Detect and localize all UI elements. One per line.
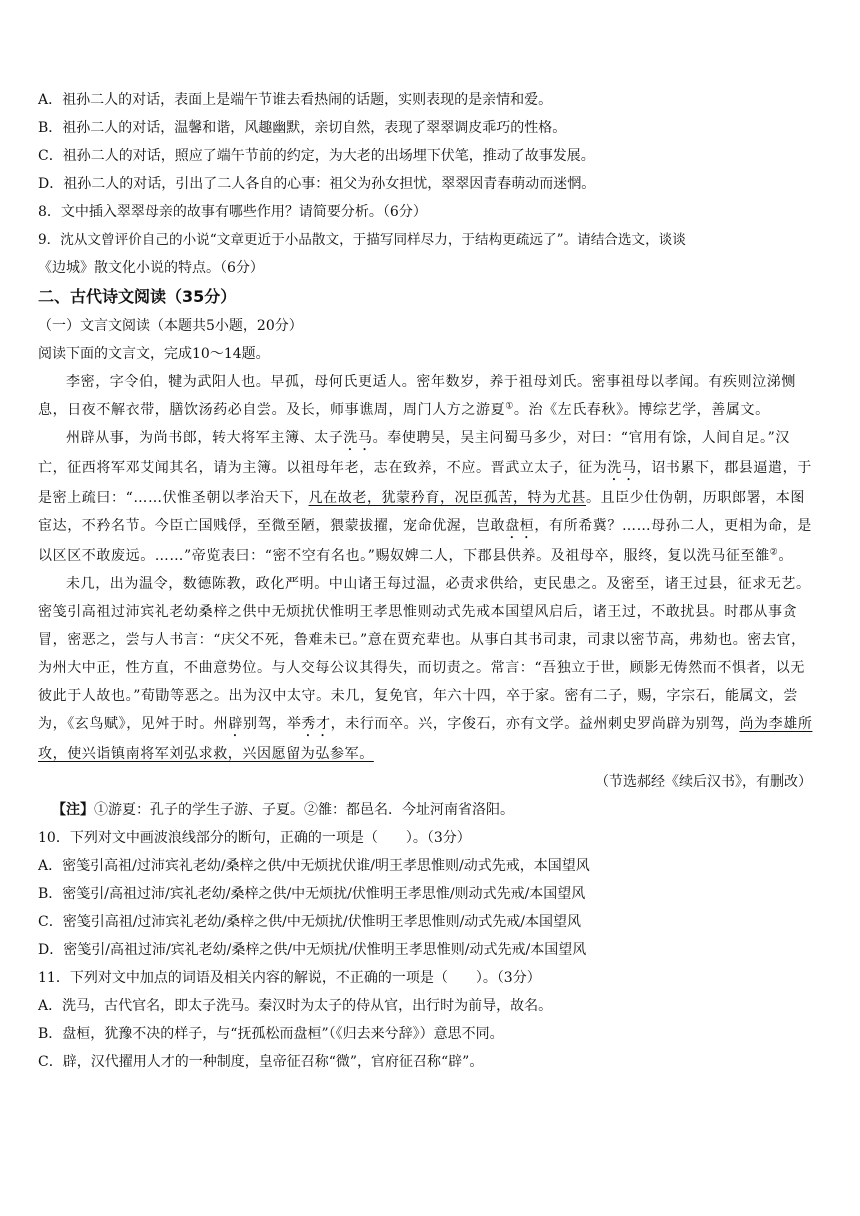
dotted-word-xima-2: 洗马: [607, 460, 637, 476]
question-10: 10．下列对文中画波浪线部分的断句，正确的一项是（ ）。（3分）: [38, 830, 471, 846]
question-9-line-2: 《边城》散文化小说的特点。（6分）: [38, 260, 264, 276]
passage-paragraph-3: 未几，出为温令，数德陈教，政化严明。中山诸王每过温，必责求供给，吏民患之。及密至，诸王过县，征求无艺。密笺引高祖过沛宾礼老幼桑梓之供中无烦扰伏惟明王孝思惟则动式先戒本国望风启后，诸王过，不敢扰县。时郡从事贪冒，密恶之，尝与人书言：“庆父不死，鲁难未已。”意在贾充辈也。从事白其书司隶，司隶以密节高，弗劾也。密去官，为州大中正，性方直，不曲意势位。与人交每公议其得失，而切责之。常言：“吾独立于世，顾影无俦然而不惧者，以无彼此于人故也。”荀勖等恶之。出为汉中太守。未几，复免官，年六十四，卒于家。密有二子，赐，字宗石，能属文，尝为，《玄鸟赋》，见舛于时。州辟别驾，举秀才，未行而卒。兴，字俊石，亦有文学。益州刺史罗尚辟为别驾，尚为李雄所攻，使兴诣镇南将军刘弘求救，兴因愿留为弘参军。: [38, 576, 813, 762]
reading-instruction: 阅读下面的文言文，完成10～14题。: [38, 346, 270, 362]
dotted-word-panhuan: 盘桓: [505, 518, 535, 534]
passage-paragraph-2: 州辟从事，为尚书郎，转大将军主簿、太子洗马。奉使聘吴，吴主问蜀马多少，对曰：“官用有馀，人间自足。”汉亡，征西将军邓艾闻其名，请为主簿。以祖母年老，志在致养，不应。晋武立太子，征为洗马，诏书累下，郡县逼遣，于是密上疏曰：“……伏惟圣朝以孝治天下，凡在故老，犹蒙矜育，况臣孤苦，特为尤甚。且臣少仕伪朝，历职郎署，本图宦达，不矜名节。今臣亡国贱俘，至微至陋，猥蒙拔擢，宠命优渥，岂敢盘桓，有所希冀？……母孙二人，更相为命，是以区区不敢废远。……”帝览表曰：“密不空有名也。”赐奴婢二人，下郡县供养。及祖母卒，服终，复以洗马征至雒②。: [38, 430, 812, 564]
q10-option-d: D．密笺引/高祖过沛/宾礼老幼/桑梓之供/中无烦扰/伏惟明王孝思惟则/动式先戒/本国望风: [38, 942, 587, 958]
q10-option-b: B．密笺引/高祖过沛/宾礼老幼/桑梓之供/中无烦扰/伏惟明王孝思惟/则动式先戒/本国望风: [38, 886, 586, 902]
passage-source: （节选郝经《续后汉书》，有删改）: [595, 774, 812, 790]
q7-option-d: D．祖孙二人的对话，引出了二人各自的心事：祖父为孙女担忧，翠翠因青春萌动而迷惘。: [38, 176, 596, 192]
question-8: 8．文中插入翠翠母亲的故事有哪些作用？请简要分析。（6分）: [38, 204, 427, 220]
question-9-line-1: 9．沈从文曾评价自己的小说“文章更近于小品散文，于描写同样尽力，于结构更疏远了”。请结合选文，谈谈: [38, 232, 686, 248]
q7-option-c: C．祖孙二人的对话，照应了端午节前的约定，为大老的出场埋下伏笔，推动了故事发展。: [38, 148, 595, 164]
q11-option-a: A．洗马，古代官名，即太子洗马。秦汉时为太子的侍从官，出行时为前导，故名。: [38, 998, 553, 1014]
annotation-note: 【注】①游夏：孔子的学生子游、子夏。②雒：都邑名．今址河南省洛阳。: [52, 802, 514, 818]
q11-option-b: B．盘桓，犹豫不决的样子，与“抚孤松而盘桓”（《归去来兮辞》）意思不同。: [38, 1026, 504, 1042]
section-title: 二、古代诗文阅读（35分）: [38, 287, 237, 306]
passage-paragraph-1: 李密，字令伯，犍为武阳人也。早孤，母何氏更适人。密年数岁，养于祖母刘氏。密事祖母以孝闻。有疾则泣涕恻息，日夜不解衣带，膳饮汤药必自尝。及长，师事谯周，周门人方之游夏①。治《左氏春秋》。博综艺学，善属文。: [38, 374, 796, 418]
q7-option-b: B．祖孙二人的对话，温馨和谐，风趣幽默，亲切自然，表现了翠翠调皮乖巧的性格。: [38, 120, 567, 136]
q10-option-c: C．密笺引高祖/过沛宾礼老幼/桑梓之供/中无烦扰/伏惟明王孝思惟则/动式先戒/本国望风: [38, 914, 582, 930]
dotted-word-xiucai: 秀才: [301, 716, 331, 732]
question-11: 11．下列对文中加点的词语及相关内容的解说，不正确的一项是（ ）。（3分）: [38, 970, 541, 986]
q7-option-a: A．祖孙二人的对话，表面上是端午节谁去看热闹的话题，实则表现的是亲情和爱。: [38, 92, 553, 108]
exam-page: [38, 86, 818, 1076]
dotted-word-bi: 辟: [228, 716, 244, 732]
dotted-word-xima-1: 洗马: [343, 430, 373, 446]
underlined-sentence-1: 凡在故老，犹蒙矜育，况臣孤苦，特为尤甚: [308, 490, 586, 506]
underlined-sentence-2: 尚为李雄所攻，使兴诣镇南将军刘弘求救，兴因愿留为弘参军。: [38, 716, 813, 762]
q11-option-c: C．辟，汉代擢用人才的一种制度，皇帝征召称“微”，官府征召称“辟”。: [38, 1054, 484, 1070]
subsection-title: （一）文言文阅读（本题共5小题，20分）: [38, 318, 303, 334]
q10-option-a: A．密笺引高祖/过沛宾礼老幼/桑梓之供/中无烦扰伏谁/明王孝思惟则/动式先戒，本国望风: [38, 858, 590, 874]
